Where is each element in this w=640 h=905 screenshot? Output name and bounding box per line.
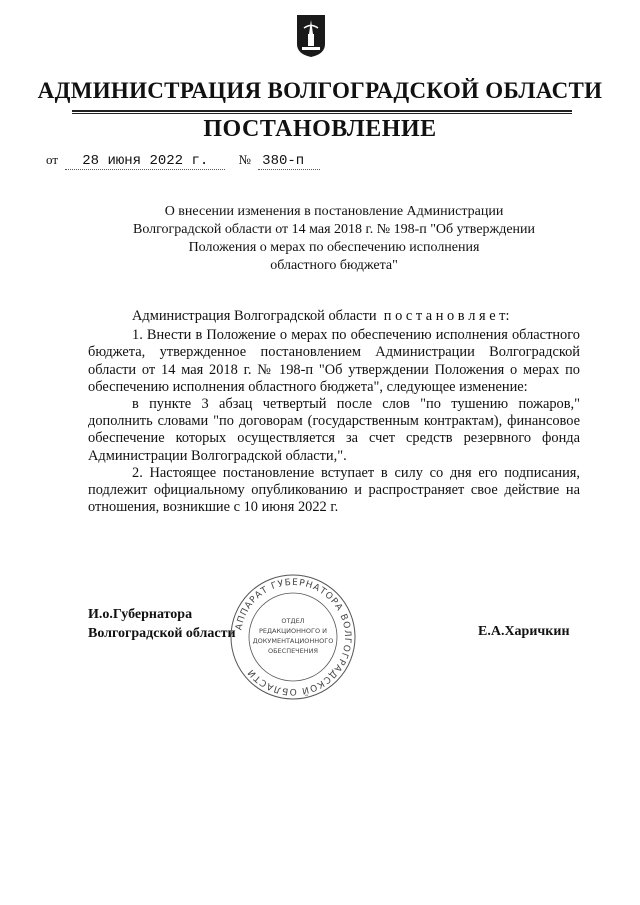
header-divider-thin: [72, 113, 572, 114]
date-number-line: [46, 152, 320, 170]
stamp-outer-text: АППАРАТ ГУБЕРНАТОРА ВОЛГОГРАДСКОЙ ОБЛАСТИ: [234, 577, 353, 697]
document-date: 28 июня 2022 г.: [65, 153, 225, 170]
stamp-center-line: РЕДАКЦИОННОГО И: [258, 627, 328, 635]
header-divider: [72, 110, 572, 112]
paragraph-2: 2. Настоящее постановление вступает в силу со дня его подписания, подлежит официальному опубликованию и распространяет свое действие на отношения, возникшие с 10 июня 2022 г.: [88, 464, 580, 516]
document-number: 380-п: [258, 153, 320, 170]
stamp-center-line: ОТДЕЛ: [281, 617, 305, 625]
signatory-position-line2: Волгоградской области: [88, 626, 236, 641]
document-type-title: ПОСТАНОВЛЕНИЕ: [203, 116, 437, 142]
resolution-lead: [88, 308, 580, 325]
subject-line: областного бюджета": [270, 258, 398, 273]
document-body: [88, 308, 580, 516]
stamp-center-line: ДОКУМЕНТАЦИОННОГО: [252, 637, 334, 645]
paragraph-amendment: в пункте 3 абзац четвертый после слов "по тушению пожаров," дополнить словами "по договорам (государственным контрактам), финансовое обеспечение которых осуществляется за счет средств резервного фонда Администрации Волгоградской области,".: [88, 396, 580, 464]
signatory-position-line1: И.о.Губернатора: [88, 607, 193, 622]
number-sign-label: №: [238, 152, 251, 167]
resolution-lead-subject: Администрация Волгоградской области: [132, 308, 377, 324]
subject-line: О внесении изменения в постановление Администрации: [164, 204, 504, 219]
stamp-center-line: ОБЕСПЕЧЕНИЯ: [267, 647, 319, 655]
organization-title: АДМИНИСТРАЦИЯ ВОЛГОГРАДСКОЙ ОБЛАСТИ: [37, 78, 603, 103]
signatory-name: Е.А.Харичкин: [478, 624, 570, 639]
document-subject: [100, 203, 568, 275]
signatory-position: [88, 605, 236, 643]
date-prefix-label: от: [46, 152, 59, 167]
subject-line: Положения о мерах по обеспечению исполнения: [188, 240, 480, 255]
subject-line: Волгоградской области от 14 мая 2018 г. № 198-п "Об утверждении: [132, 222, 536, 237]
resolution-lead-verb: п о с т а н о в л я е т:: [383, 308, 510, 324]
coat-of-arms-emblem: [296, 14, 326, 58]
official-stamp: [228, 572, 358, 702]
paragraph-1: 1. Внести в Положение о мерах по обеспечению исполнения областного бюджета, утвержденное постановлением Администрации Волгоградской области от 14 мая 2018 г. № 198-п "Об утверждении Положения о мерах по обеспечению исполнения областного бюджета", следующее изменение:: [88, 327, 580, 395]
